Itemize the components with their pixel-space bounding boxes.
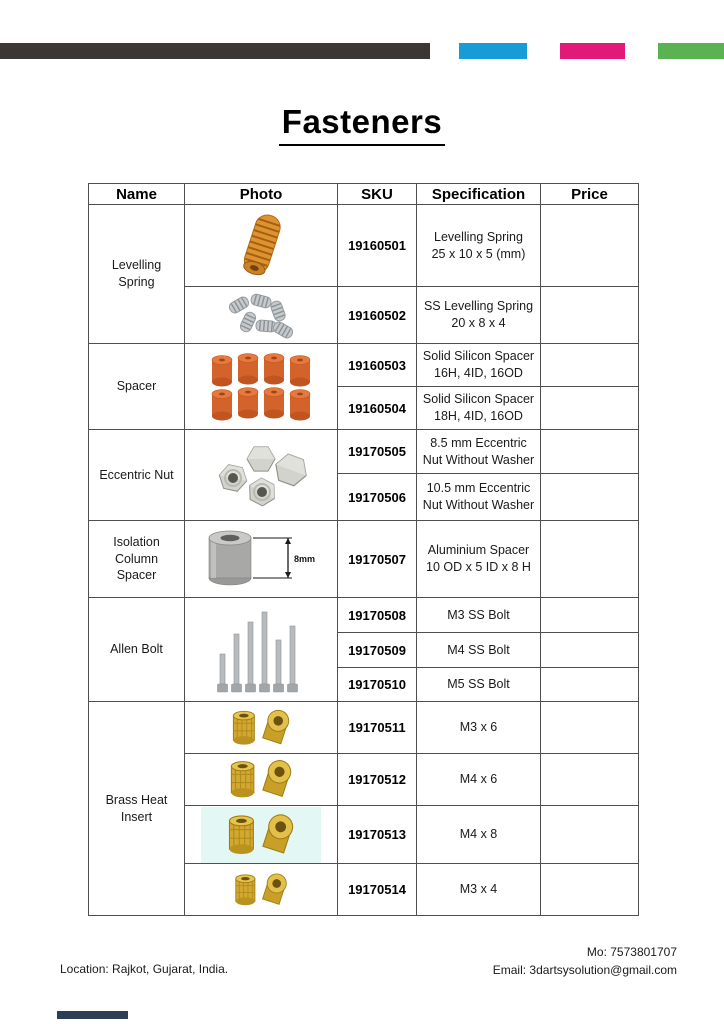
header-sku: SKU: [338, 184, 417, 205]
photo-cell: [185, 702, 338, 754]
sku-cell: 19170514: [338, 864, 417, 916]
brass-heat-insert-photo: [221, 706, 301, 750]
levelling-spring-photo: [205, 209, 317, 283]
sku-cell: 19170507: [338, 521, 417, 598]
spec-cell: Solid Silicon Spacer 16H, 4ID, 16OD: [417, 344, 541, 387]
sku-cell: 19160502: [338, 287, 417, 344]
spec-cell: M3 x 4: [417, 864, 541, 916]
sku-cell: 19160501: [338, 205, 417, 287]
top-bar-blue: [459, 43, 527, 59]
price-cell: [541, 430, 639, 474]
spec-cell: M3 SS Bolt: [417, 598, 541, 633]
spacer-height-label: 8mm: [294, 554, 316, 564]
photo-cell: [185, 287, 338, 344]
spec-cell: M5 SS Bolt: [417, 668, 541, 702]
table-row: [89, 430, 639, 474]
photo-cell: [185, 754, 338, 806]
table-header-row: [89, 184, 639, 205]
eccentric-nuts-photo: [205, 438, 317, 512]
footer-location: Location: Rajkot, Gujarat, India.: [60, 962, 229, 976]
name-cell-eccentric-nut: Eccentric Nut: [89, 430, 185, 521]
aluminium-spacer-photo: [195, 526, 327, 592]
spec-cell: Levelling Spring 25 x 10 x 5 (mm): [417, 205, 541, 287]
brass-heat-insert-photo: [224, 870, 298, 910]
table-row: [89, 521, 639, 598]
price-cell: [541, 387, 639, 430]
name-cell-isolation-column-spacer: Isolation Column Spacer: [89, 521, 185, 598]
table-row: [89, 598, 639, 633]
allen-bolt-set-photo: [200, 606, 322, 694]
price-cell: [541, 205, 639, 287]
spec-cell: M4 SS Bolt: [417, 633, 541, 668]
brass-heat-insert-photo: [218, 756, 304, 803]
sku-cell: 19170509: [338, 633, 417, 668]
page-title: Fasteners: [279, 103, 445, 146]
spec-cell: M4 x 6: [417, 754, 541, 806]
name-cell-levelling-spring: Levelling Spring: [89, 205, 185, 344]
sku-cell: 19160504: [338, 387, 417, 430]
top-bar-green: [658, 43, 724, 59]
sku-cell: 19170506: [338, 474, 417, 521]
price-cell: [541, 474, 639, 521]
price-cell: [541, 598, 639, 633]
footer-email: Email: 3dartsysolution@gmail.com: [492, 963, 677, 977]
spec-cell: SS Levelling Spring 20 x 8 x 4: [417, 287, 541, 344]
price-cell: [541, 864, 639, 916]
footer-mobile: Mo: 7573801707: [586, 945, 677, 959]
top-bar-pink: [560, 43, 625, 59]
spec-cell: M3 x 6: [417, 702, 541, 754]
header-name: Name: [89, 184, 185, 205]
name-cell-spacer: Spacer: [89, 344, 185, 430]
sku-cell: 19170513: [338, 806, 417, 864]
spec-cell: M4 x 8: [417, 806, 541, 864]
photo-cell: [185, 430, 338, 521]
header-specification: Specification: [417, 184, 541, 205]
price-cell: [541, 287, 639, 344]
fasteners-table: [88, 183, 639, 916]
photo-background: [201, 807, 321, 863]
name-cell-brass-heat-insert: Brass Heat Insert: [89, 702, 185, 916]
photo-cell: [185, 344, 338, 430]
sku-cell: 19170511: [338, 702, 417, 754]
name-cell-allen-bolt: Allen Bolt: [89, 598, 185, 702]
spec-cell: 10.5 mm Eccentric Nut Without Washer: [417, 474, 541, 521]
photo-cell: [185, 598, 338, 702]
photo-cell: [185, 521, 338, 598]
table-row: [89, 205, 639, 287]
spec-cell: 8.5 mm Eccentric Nut Without Washer: [417, 430, 541, 474]
footer-contact: [493, 943, 677, 979]
photo-cell: [185, 205, 338, 287]
table-row: [89, 344, 639, 387]
ss-levelling-springs-photo: [206, 290, 316, 340]
top-bar-dark: [0, 43, 430, 59]
spec-cell: Aluminium Spacer 10 OD x 5 ID x 8 H: [417, 521, 541, 598]
photo-cell: [185, 864, 338, 916]
spec-cell: Solid Silicon Spacer 18H, 4ID, 16OD: [417, 387, 541, 430]
price-cell: [541, 668, 639, 702]
price-cell: [541, 806, 639, 864]
sku-cell: 19170510: [338, 668, 417, 702]
price-cell: [541, 344, 639, 387]
brass-heat-insert-photo: [213, 810, 309, 860]
bottom-accent-bar: [57, 1011, 128, 1019]
price-cell: [541, 754, 639, 806]
header-photo: Photo: [185, 184, 338, 205]
sku-cell: 19160503: [338, 344, 417, 387]
price-cell: [541, 702, 639, 754]
orange-silicon-spacers-photo: [199, 351, 323, 423]
price-cell: [541, 633, 639, 668]
sku-cell: 19170508: [338, 598, 417, 633]
sku-cell: 19170505: [338, 430, 417, 474]
header-price: Price: [541, 184, 639, 205]
sku-cell: 19170512: [338, 754, 417, 806]
photo-cell: [185, 806, 338, 864]
price-cell: [541, 521, 639, 598]
table-row: [89, 702, 639, 754]
